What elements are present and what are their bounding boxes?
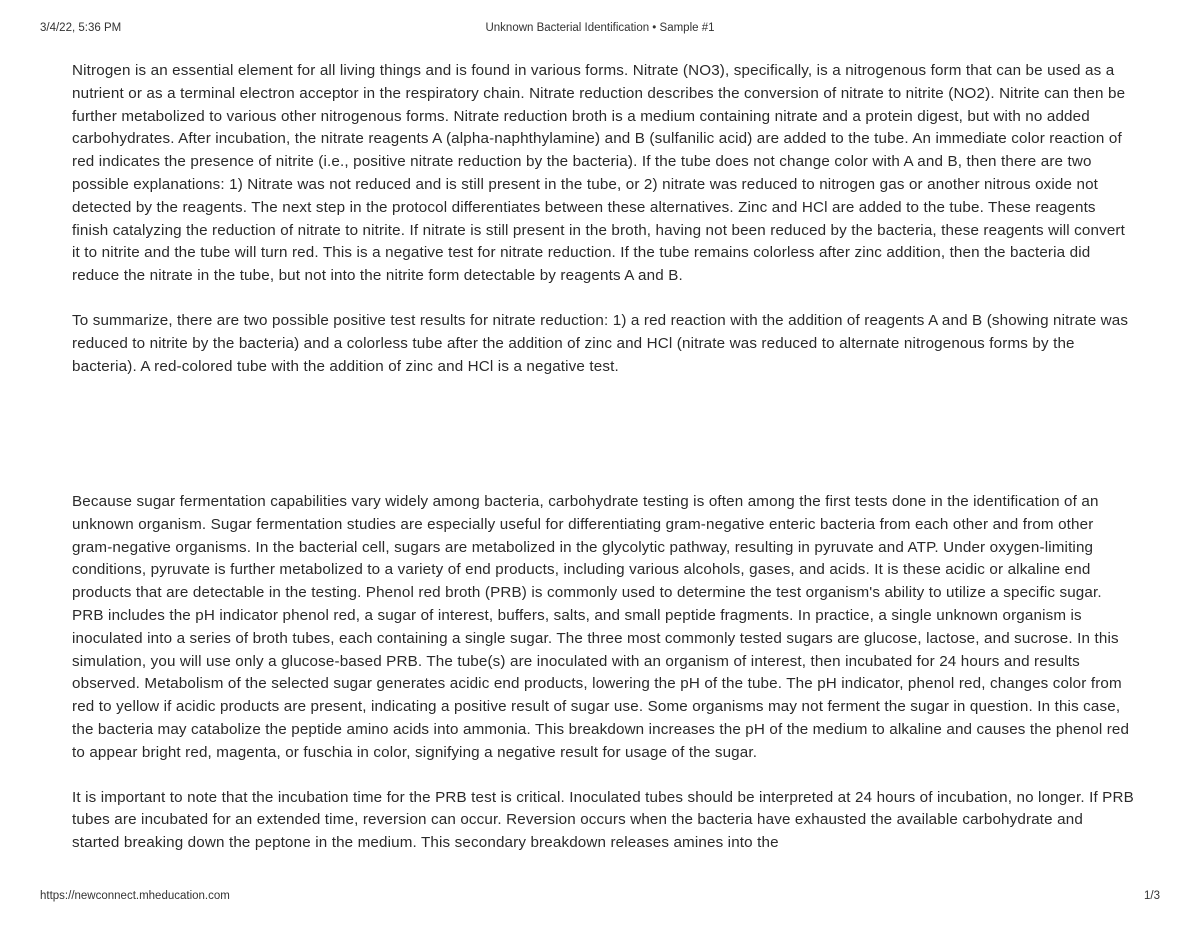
nitrate-summary-paragraph: To summarize, there are two possible positive test results for nitrate reduction: 1) a red reaction with the addition of reagents A and B (showing nitrate was reduced to nitrite by the bacteria) and a colorless tube after the addition of zinc and HCl (nitrate was reduced to alternate nitrogenous forms by the bacteria). A red-colored tube with the addition of zinc and HCl is a negative test.: [72, 311, 1129, 375]
document-title: Unknown Bacterial Identification • Sample #1: [485, 22, 715, 34]
nitrate-paragraph-1: Nitrogen is an essential element for all living things and is found in various forms. Nitrate (NO3), specifically, is a nitrogenous form that can be used as a nutrient or as a terminal electron acceptor in the respiratory chain. Nitrate reduction describes the conversion of nitrate to nitrite (NO2). Nitrite can then be further metabolized to various other nitrogenous forms. Nitrate reduction broth is a medium containing nitrate and a protein digest, but with no added carbohydrates. After incubation, the nitrate reagents A (alpha-naphthylamine) and B (sulfanilic acid) are added to the tube. An immediate color reaction of red indicates the presence of nitrite (i.e., positive nitrate reduction by the bacteria). If the tube does not change color with A and B, then there are two possible explanations: 1) Nitrate was not reduced and is still present in the tube, or 2) nitrate was reduced to nitrogen gas or another nitrous oxide not detected by the reagents. The next step in the protocol differentiates between these alternatives. Zinc and HCl are added to the tube. These reagents finish catalyzing the reduction of nitrate to nitrite. If nitrate is still present in the broth, having not been reduced by the bacteria, these reagents will convert it to nitrite and the tube will turn red. This is a negative test for nitrate reduction. If the tube remains colorless after zinc addition, then the bacteria did reduce the nitrate in the tube, but not into the nitrite form detectable by reagents A and B.: [72, 62, 1126, 285]
nitrate-reduction-section: [72, 60, 1134, 378]
print-datetime: 3/4/22, 5:36 PM: [40, 22, 122, 34]
print-header: [40, 22, 1160, 38]
sugar-fermentation-section: [72, 491, 1134, 855]
fermentation-paragraph-2: It is important to note that the incubation time for the PRB test is critical. Inoculated tubes should be interpreted at 24 hours of incubation, no longer. If PRB tubes are incubated for an extended time, reversion can occur. Reversion occurs when the bacteria have exhausted the available carbohydrate and started breaking down the peptone in the medium. This secondary breakdown releases amines into the: [72, 788, 1134, 852]
fermentation-paragraph-1: Because sugar fermentation capabilities vary widely among bacteria, carbohydrate testing is often among the first tests done in the identification of an unknown organism. Sugar fermentation studies are especially useful for differentiating gram-negative enteric bacteria from each other and from other gram-negative organisms. In the bacterial cell, sugars are metabolized in the glycolytic pathway, resulting in pyruvate and ATP. Under oxygen-limiting conditions, pyruvate is further metabolized to a variety of end products, including various alcohols, gases, and acids. It is these acidic or alkaline end products that are detectable in the testing. Phenol red broth (PRB) is commonly used to determine the test organism's ability to utilize a specific sugar. PRB includes the pH indicator phenol red, a sugar of interest, buffers, salts, and small peptide fragments. In practice, a single unknown organism is inoculated into a series of broth tubes, each containing a single sugar. The three most commonly tested sugars are glucose, lactose, and sucrose. In this simulation, you will use only a glucose-based PRB. The tube(s) are inoculated with an organism of interest, then incubated for 24 hours and results observed. Metabolism of the selected sugar generates acidic end products, lowering the pH of the tube. The pH indicator, phenol red, changes color from red to yellow if acidic products are present, indicating a positive result of sugar use. Some organisms may not ferment the sugar in question. In this case, the bacteria may catabolize the peptide amino acids into ammonia. This breakdown increases the pH of the medium to alkaline and causes the phenol red to appear bright red, magenta, or fuschia in color, signifying a negative result for usage of the sugar.: [72, 493, 1130, 761]
source-url: https://newconnect.mheducation.com: [40, 890, 230, 902]
print-footer: [40, 890, 1160, 906]
page-number: 1/3: [1144, 890, 1160, 902]
